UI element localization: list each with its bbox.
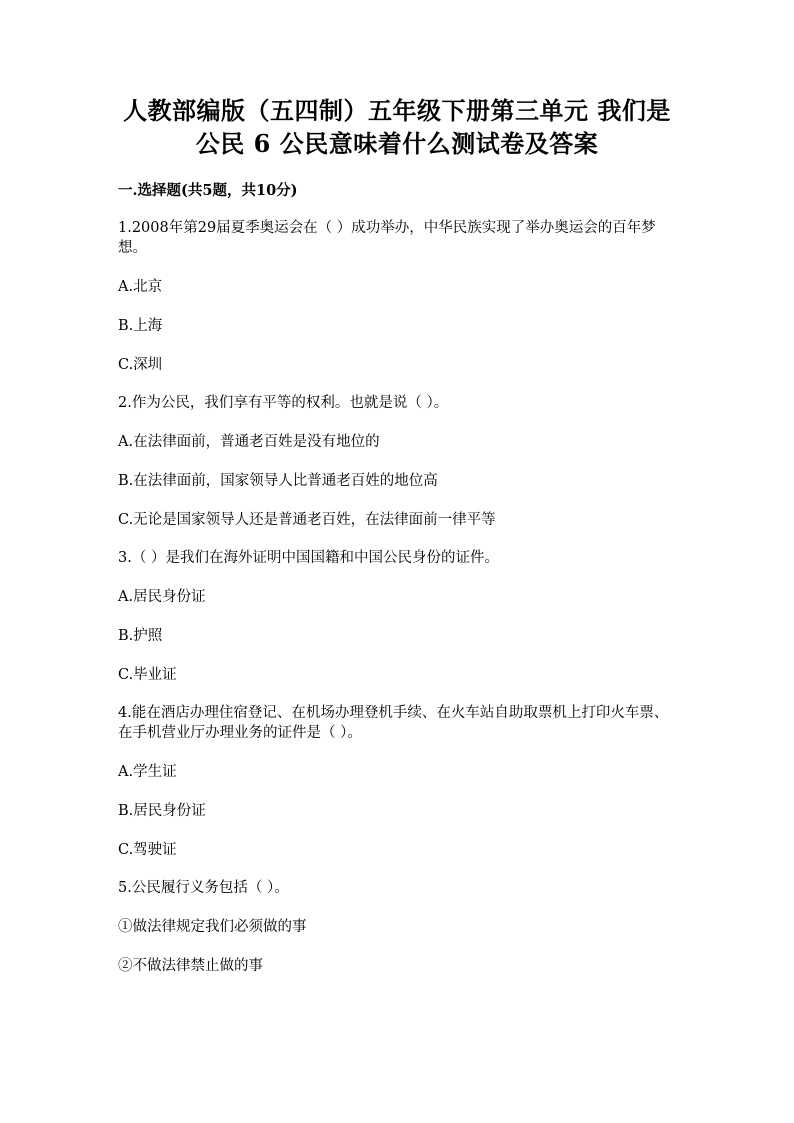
question-1-option-b: B.上海 <box>118 318 163 334</box>
question-3-option-a: A.居民身份证 <box>118 589 206 605</box>
question-2-option-a: A.在法律面前，普通老百姓是没有地位的 <box>118 434 380 450</box>
question-4-option-b: B.居民身份证 <box>118 803 206 819</box>
question-4-option-a: A.学生证 <box>118 764 177 780</box>
question-3-option-c: C.毕业证 <box>118 667 177 683</box>
document-title <box>118 94 676 160</box>
question-2-text: 2.作为公民，我们享有平等的权利。也就是说（ ）。 <box>118 395 449 411</box>
question-3-option-b: B.护照 <box>118 628 163 644</box>
question-3-text: 3.（ ）是我们在海外证明中国国籍和中国公民身份的证件。 <box>118 550 499 566</box>
question-4-text: 4.能在酒店办理住宿登记、在机场办理登机手续、在火车站自助取票机上打印火车票、在手机营业厅办理业务的证件是（ ）。 <box>118 705 669 741</box>
question-5-text: 5.公民履行义务包括（ ）。 <box>118 880 289 896</box>
question-5-option-1: ①做法律规定我们必须做的事 <box>118 919 307 935</box>
question-1-option-a: A.北京 <box>118 279 163 295</box>
title-line-2: 公民 6 公民意味着什么测试卷及答案 <box>195 129 599 158</box>
question-1-text: 1.2008年第29届夏季奥运会在（ ）成功举办，中华民族实现了举办奥运会的百年梦想。 <box>118 220 656 256</box>
question-1-option-c: C.深圳 <box>118 357 163 373</box>
title-line-1: 人教部编版（五四制）五年级下册第三单元 我们是 <box>123 96 671 125</box>
section-header: 一.选择题(共5题，共10分) <box>118 182 298 199</box>
question-5-option-2: ②不做法律禁止做的事 <box>118 958 263 974</box>
question-2-option-c: C.无论是国家领导人还是普通老百姓，在法律面前一律平等 <box>118 512 496 528</box>
question-2-option-b: B.在法律面前，国家领导人比普通老百姓的地位高 <box>118 473 438 489</box>
question-4-option-c: C.驾驶证 <box>118 842 177 858</box>
